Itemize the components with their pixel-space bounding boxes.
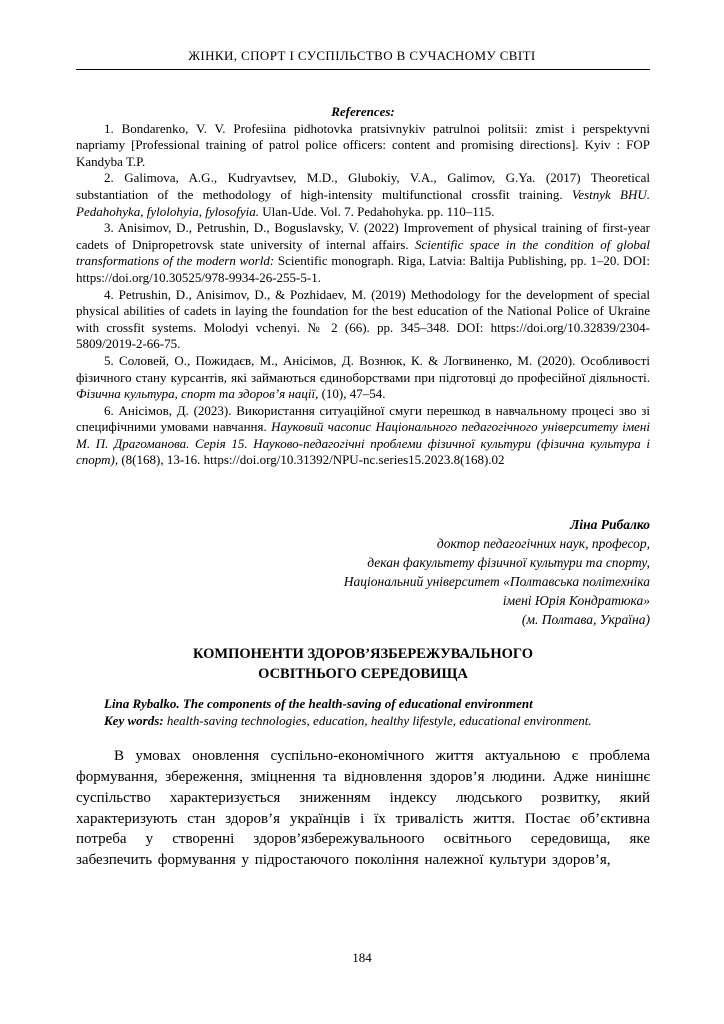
- text-segment: (8(168), 13-16. https://doi.org/10.31392/NPU-nc.series15.2023.8(168).02: [118, 452, 505, 468]
- reference-item: [76, 353, 650, 403]
- text-segment: 6. Анісімов, Д. (2023). Використання ситуаційної смуги перешкод в навчальному процесі зво зі специфічними умовами навчання.: [76, 402, 650, 435]
- author-line: [76, 553, 650, 572]
- text-segment: Ulan-Ude. Vol. 7. Pedahohyka. pp. 110–115.: [259, 203, 495, 219]
- reference-item: [76, 403, 650, 469]
- reference-item: [76, 287, 650, 353]
- text-segment: декан факультету фізичної культури та спорту,: [367, 555, 650, 571]
- article-title-line: КОМПОНЕНТИ ЗДОРОВ’ЯЗБЕРЕЖУВАЛЬНОГО: [192, 646, 534, 663]
- text-segment: (10), 47–54.: [318, 386, 386, 402]
- references-heading: References:: [331, 104, 395, 119]
- text-segment: 5. Соловей, О., Пожидаєв, М., Анісімов, Д. Вознюк, К. & Логвиненко, М. (2020). Особливості фізичного стану курсантів, які займаються єдиноборствами при підготовці до професійної діяльності.: [76, 352, 650, 385]
- text-segment: 4. Petrushin, D., Anisimov, D., & Pozhidaev, M. (2019) Methodology for the development of special physical abilities of cadets in laying the foundation for the best education of the National Police of Ukraine with crossfit systems. Molodyi vchenyi. № 2 (66). pp. 345–348. DOI: https://doi.org/10.32839/2304-5809/2019-2-66-75.: [76, 286, 650, 352]
- english-title: Lina Rybalko. The components of the health-saving of educational environment: [104, 696, 533, 712]
- keywords-paragraph: [76, 713, 650, 730]
- author-block: [76, 515, 650, 629]
- page-content: [0, 104, 724, 871]
- text-segment: 2. Galimova, A.G., Kudryavtsev, M.D., Glubokiy, V.A., Galimov, G.Ya. (2017) Theoretical substantiation of the methodology of high-intensity multifunctional crossfit training.: [76, 170, 650, 202]
- text-segment: Науковий часопис Національного педагогічного університету імені М. П. Драгоманова. Серія 15. Науково-педагогічні проблеми фізичної культури (фізична культура і спорт),: [76, 419, 650, 468]
- author-line: [76, 515, 650, 534]
- text-segment: Фізична культура, спорт та здоров’я нації,: [76, 386, 319, 402]
- page-number: 184: [352, 950, 372, 965]
- text-segment: 1. Bondarenko, V. V. Profesiina pidhotovka pratsivnykiv patrulnoi politsii: zmist i perspektyvni napriamy [Professional training of patrol police officers: content and promising directions]. Kyiv : FOP Kandyba T.P.: [76, 120, 650, 169]
- text-segment: імені Юрія Кондратюка»: [502, 593, 650, 609]
- text-segment: health-saving technologies, education, healthy lifestyle, educational environment.: [166, 712, 592, 728]
- text-segment: 3. Anisimov, D., Petrushin, D., Boguslavsky, V. (2022) Improvement of physical training of first-year cadets of Dnipropetrovsk state university of internal affairs.: [76, 220, 650, 252]
- text-segment: Ліна Рибалко: [570, 517, 650, 533]
- author-line: [76, 534, 650, 553]
- running-header: [0, 0, 724, 70]
- text-segment: Vestnyk BHU. Pedahohyka, fylolohyia, fylosofyia.: [76, 186, 650, 219]
- running-title: ЖІНКИ, СПОРТ І СУСПІЛЬСТВО В СУЧАСНОМУ СВІТІ: [188, 48, 536, 63]
- reference-item: [76, 170, 650, 220]
- text-segment: доктор педагогічних наук, професор,: [436, 536, 650, 552]
- header-divider: [76, 69, 650, 70]
- text-segment: Scientific monograph. Riga, Latvia: Baltija Publishing, pp. 1–20. DOI: https://doi.org/10.30525/978-9934-26-255-5-1.: [76, 253, 650, 285]
- reference-item: [76, 220, 650, 286]
- article-title: [76, 645, 650, 684]
- body-paragraph: В умовах оновлення суспільно-економічного життя актуальною є проблема формування, збереження, зміцнення та відновлення здоров’я людини. Адже нинішнє суспільство характеризується зниженням індексу людського розвитку, який характеризують стан здоров’я українців і їх тривалість життя. Постає об’єктивна потреба у створенні здоров’язбережувальноого освітнього середовища, яке забезпечить формування у підростаючого покоління належної культури здоров’я,: [76, 748, 650, 869]
- text-segment: Національний університет «Полтавська політехніка: [343, 574, 650, 590]
- text-segment: Key words:: [104, 712, 167, 728]
- text-segment: Scientific space in the condition of global transformations of the modern world:: [76, 236, 650, 269]
- text-segment: (м. Полтава, Україна): [521, 612, 650, 628]
- reference-item: [76, 121, 650, 171]
- references-list: [76, 121, 650, 469]
- author-line: [76, 610, 650, 629]
- article-title-line: ОСВІТНЬОГО СЕРЕДОВИЩА: [258, 665, 468, 682]
- author-line: [76, 572, 650, 591]
- author-line: [76, 591, 650, 610]
